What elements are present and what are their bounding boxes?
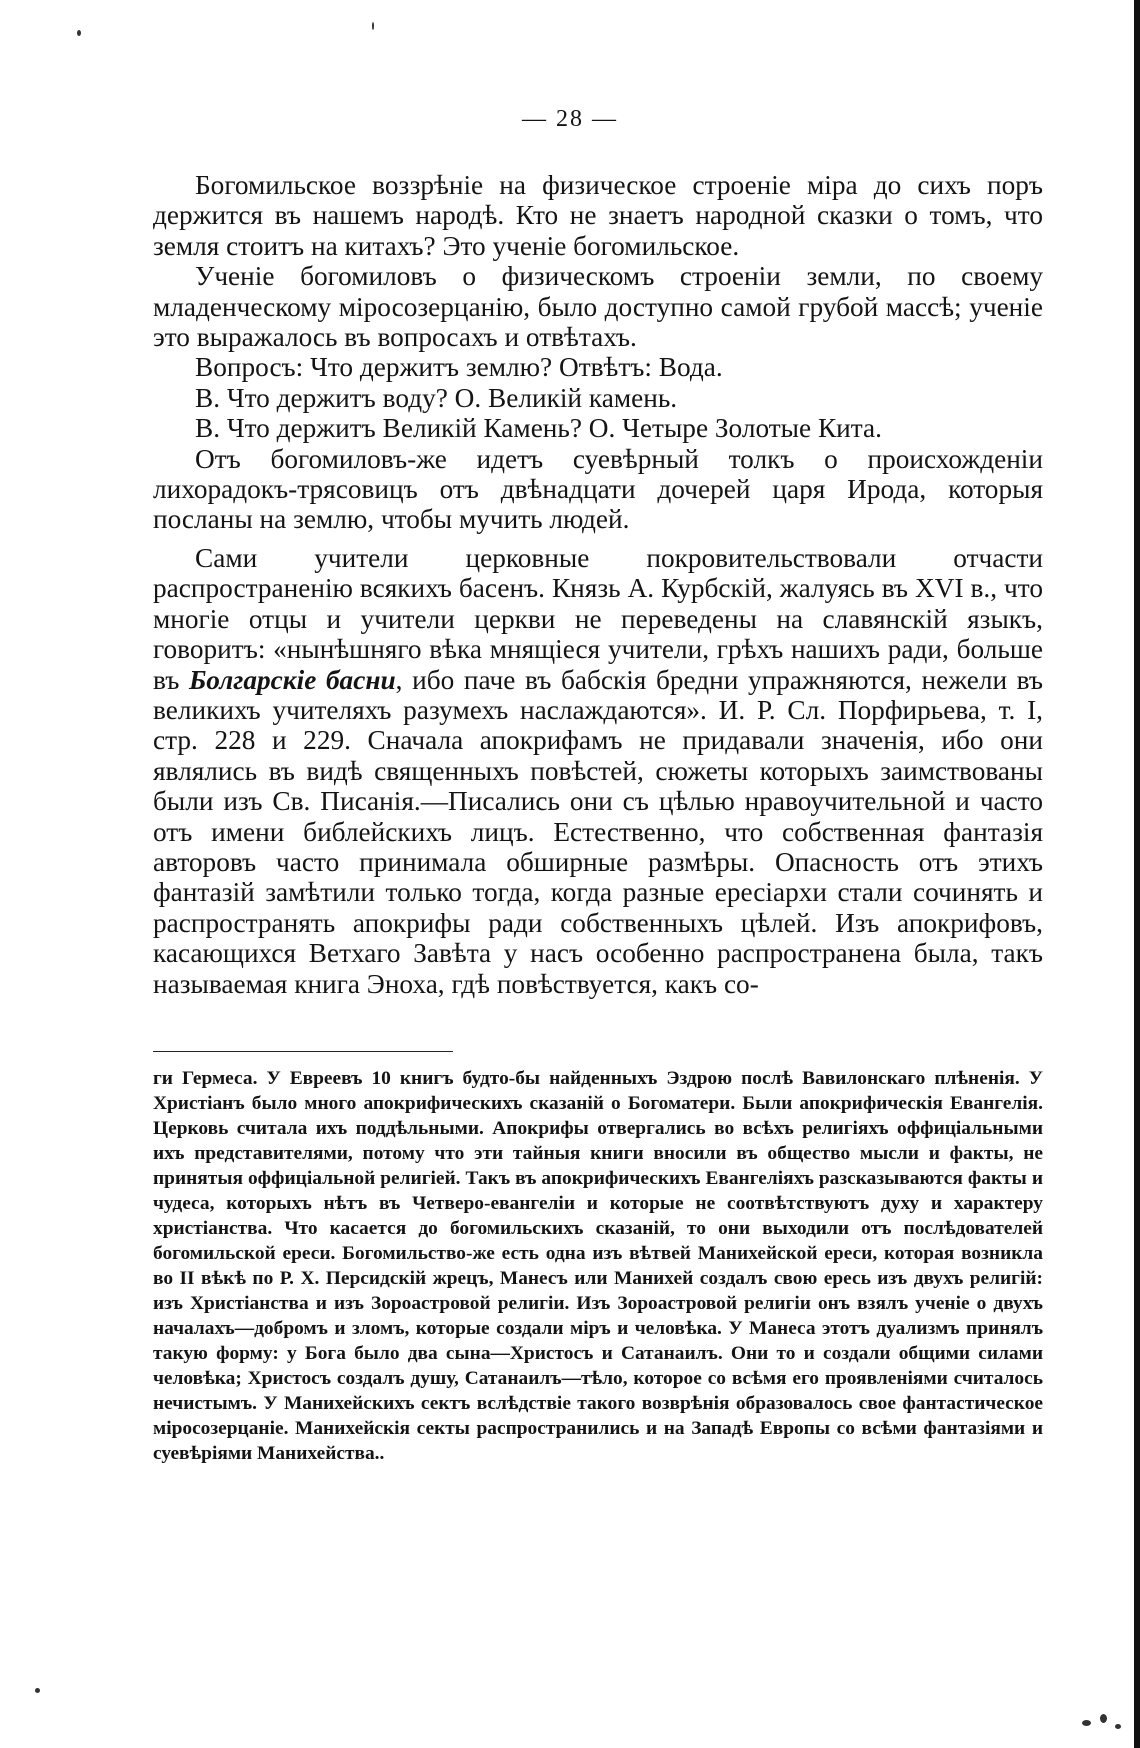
paragraph: Ученіе богомиловъ о физическомъ строеніи земли, по своему младенческому міросозерцанію, было доступно самой грубой массѣ; ученіе это выражалось въ вопросахъ и отвѣтахъ. <box>153 261 1043 353</box>
paragraph <box>153 543 1043 999</box>
page-number: — 28 — <box>522 106 618 132</box>
scan-speck <box>35 1688 40 1693</box>
footnote: ги Гермеса. У Евреевъ 10 книгъ будто-бы найденныхъ Эздрою послѣ Вавилонскаго плѣненія. У Христіанъ было много апокрифическихъ сказаній о Богоматери. Были апокрифическія Евангелія. Церковь считала ихъ поддѣльными. Апокрифы отвергались во всѣхъ религіяхъ оффиціальными ихъ представителями, потому что эти тайныя книги вносили въ общество мысли и факты, не принятыя оффиціальной религіей. Такъ въ апокрифическихъ Евангеліяхъ разсказываются факты и чудеса, которыхъ нѣтъ въ Четверо-евангеліи и которые не соотвѣтствуютъ духу и характеру христіанства. Что касается до богомильскихъ сказаній, то они выходили отъ послѣдователей богомильской ереси. Богомильство-же есть одна изъ вѣтвей Манихейской ереси, которая возникла во II вѣкѣ по Р. Х. Персидскій жрецъ, Манесъ или Манихей создалъ свою ересь изъ двухъ религій: изъ Христіанства и изъ Зороастровой религіи. Изъ Зороастровой религіи онъ взялъ ученіе о двухъ началахъ—добромъ и зломъ, которые создали міръ и человѣка. У Манеса этотъ дуализмъ принялъ такую форму: у Бога было два сына—Христосъ и Сатанаилъ. Они то и создали общими силами человѣка; Христосъ создалъ душу, Сатанаилъ—тѣло, которое со всѣмя его проявленіями считалось нечистымъ. У Манихейскихъ сектъ вслѣдствіе такого возврѣнія образовалось свое фантастическое міросозерцаніе. Манихейскія секты распространились и на Западѣ Европы со всѣми фантазіями и суевѣріями Манихейства.. <box>153 1068 1043 1464</box>
paragraph: Отъ богомиловъ-же идетъ суевѣрный толкъ о происхожденіи лихорадокъ-трясовицъ отъ двѣнадцати дочерей царя Ирода, которыя посланы на землю, чтобы мучить людей. <box>153 443 1043 535</box>
paragraph-text: Сами учители церковные покровительствовали отчасти распространенію всякихъ басенъ. Князь А. Курбскій, жалуясь въ XVI в., что многіе отцы и учители церкви не переведены на славянскій языкъ, говоритъ: «нынѣшняго вѣка мнящіеся учители, грѣхъ нашихъ ради, больше въ <box>153 542 1043 695</box>
scan-speck <box>1100 1714 1107 1723</box>
question-answer-line: В. Что держитъ Великій Камень? О. Четыре Золотые Кита. <box>195 413 882 444</box>
page-edge-shadow <box>1134 0 1140 1748</box>
scan-speck <box>372 22 374 30</box>
scan-speck <box>1082 1720 1091 1726</box>
question-answer-line: Вопросъ: Что держитъ землю? Отвѣтъ: Вода. <box>195 352 723 383</box>
scan-speck <box>77 30 81 36</box>
footnote-divider <box>153 1051 453 1052</box>
scan-speck <box>1115 1724 1121 1729</box>
emphasized-quote: Болгарскіе басни <box>188 664 396 695</box>
main-text <box>153 170 1043 999</box>
question-answer-line: В. Что держитъ воду? О. Великій камень. <box>195 382 678 413</box>
paragraph: Богомильское воззрѣніе на физическое строеніе міра до сихъ поръ держится въ нашемъ народѣ. Кто не знаетъ народной сказки о томъ, что земля стоитъ на китахъ? Это ученіе богомильское. <box>153 170 1043 261</box>
paragraph-text: , ибо паче въ бабскія бредни упражняются, нежели въ великихъ учителяхъ разумехъ наслаждаются». И. Р. Сл. Порфирьева, т. I, стр. 228 и 229. Сначала апокрифамъ не придавали значенія, ибо они являлись въ видѣ священныхъ повѣстей, сюжеты которыхъ заимствованы были изъ Св. Писанія.—Писались они съ цѣлью нравоучительной и часто отъ имени библейскихъ лицъ. Естественно, что собственная фантазія авторовъ часто принимала обширные размѣры. Опасность отъ этихъ фантазій замѣтили только тогда, когда разные ересіархи стали сочинять и распространять апокрифы ради собственныхъ цѣлей. Изъ апокрифовъ, касающихся Ветхаго Завѣта у насъ особенно распространена была, такъ называемая книга Эноха, гдѣ повѣствуется, какъ со- <box>153 664 1044 999</box>
